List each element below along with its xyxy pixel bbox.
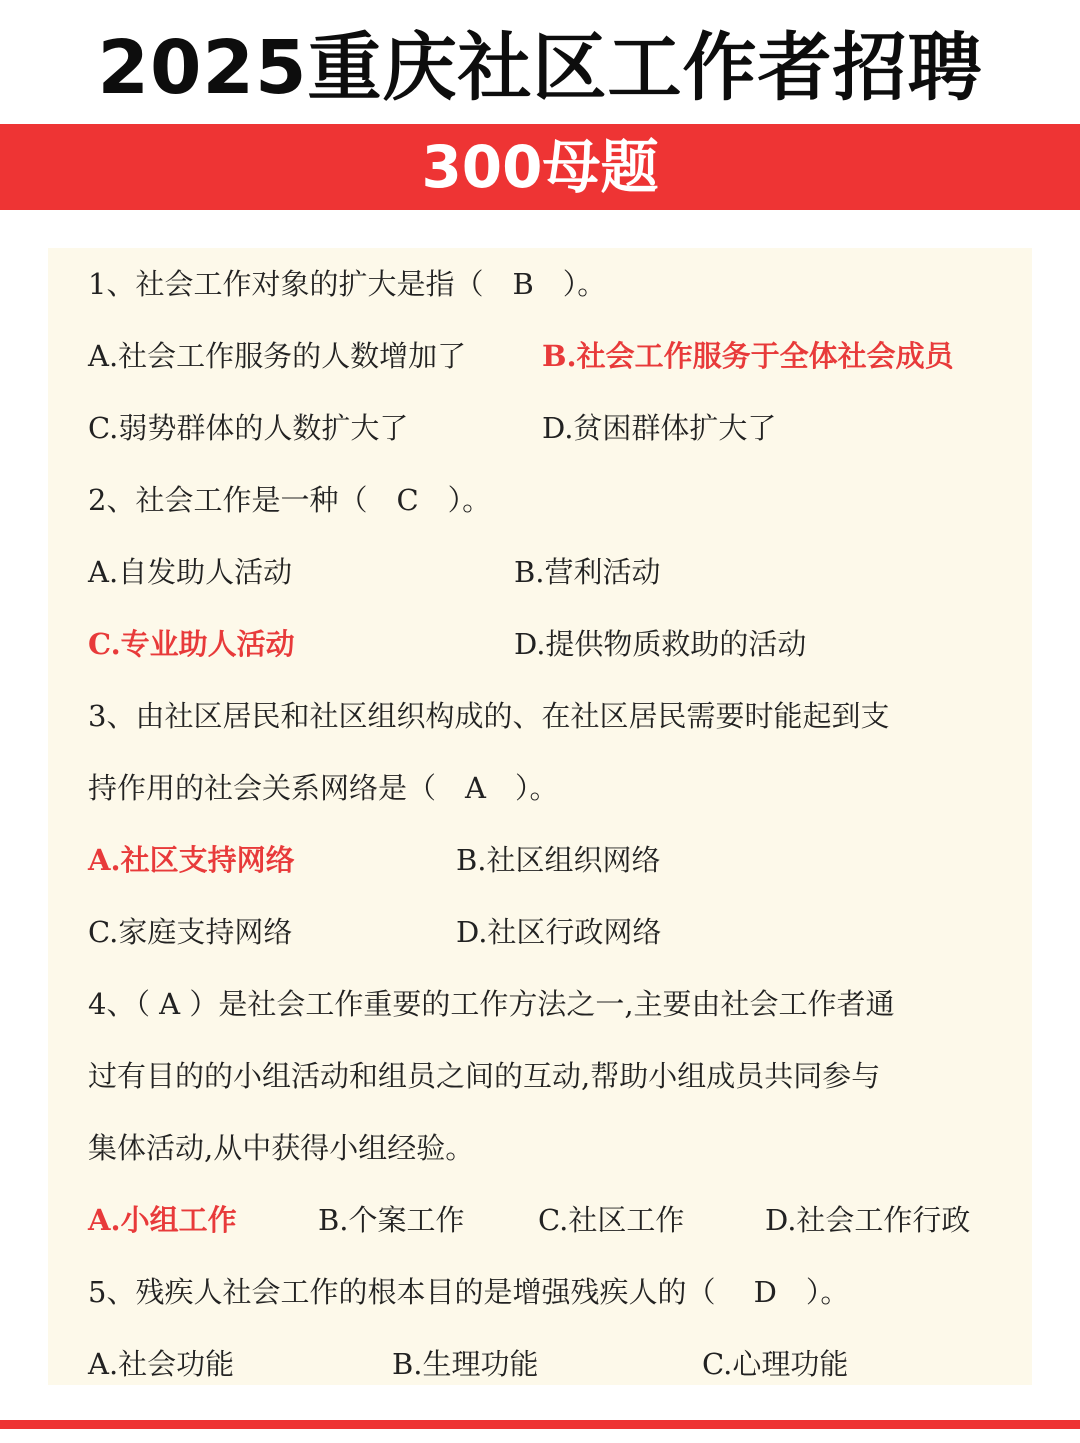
question-1-option-b: B.社会工作服务于全体社会成员 [542,339,954,373]
banner-subtitle: 300母题 [421,133,659,201]
question-2-options-row-1 [88,536,1008,608]
question-3-options-row-2 [88,896,1008,968]
question-1-options-row-1 [88,320,1008,392]
page-title: 2025重庆社区工作者招聘 [97,25,983,111]
question-1-option-d: D.贫困群体扩大了 [542,411,777,445]
bottom-accent-bar [0,1420,1080,1429]
question-5-stem: 5、残疾人社会工作的根本目的是增强残疾人的（ D ）。 [88,1275,850,1309]
title-banner [0,124,1080,210]
question-3-stem-line-1: 3、由社区居民和社区组织构成的、在社区居民需要时能起到支 [88,699,890,733]
question-4-option-c: C.社区工作 [538,1203,685,1237]
question-5-option-a: A.社会功能 [88,1347,235,1381]
question-3-option-c: C.家庭支持网络 [88,915,293,949]
question-2-stem: 2、社会工作是一种（ C ）。 [88,483,492,517]
question-4-stem-line-2: 过有目的的小组活动和组员之间的互动,帮助小组成员共同参与 [88,1059,881,1093]
question-5-options-row [88,1328,1008,1400]
question-5-option-b: B.生理功能 [392,1347,539,1381]
question-3-option-a: A.社区支持网络 [88,843,295,877]
question-1-options-row-2 [88,392,1008,464]
question-4-option-d: D.社会工作行政 [765,1203,971,1237]
question-2-option-a: A.自发助人活动 [88,555,293,589]
question-1-option-c: C.弱势群体的人数扩大了 [88,411,409,445]
question-2-options-row-2 [88,608,1008,680]
question-1-stem: 1、社会工作对象的扩大是指（ B ）。 [88,267,607,301]
question-3-stem-line-2: 持作用的社会关系网络是（ A ）。 [88,771,559,805]
question-1-option-a: A.社会工作服务的人数增加了 [88,339,467,373]
question-4-stem-line-3: 集体活动,从中获得小组经验。 [88,1131,475,1165]
question-2-option-b: B.营利活动 [514,555,661,589]
question-4-option-a: A.小组工作 [88,1203,237,1237]
question-2-option-d: D.提供物质救助的活动 [514,627,807,661]
question-4-option-b: B.个案工作 [318,1203,465,1237]
question-5-option-c: C.心理功能 [702,1347,849,1381]
question-3-options-row-1 [88,824,1008,896]
question-3-option-d: D.社区行政网络 [456,915,662,949]
question-4-options-row [88,1184,1008,1256]
question-3-option-b: B.社区组织网络 [456,843,661,877]
question-2-option-c: C.专业助人活动 [88,627,295,661]
question-4-stem-line-1: 4、（ A ）是社会工作重要的工作方法之一,主要由社会工作者通 [88,987,895,1021]
